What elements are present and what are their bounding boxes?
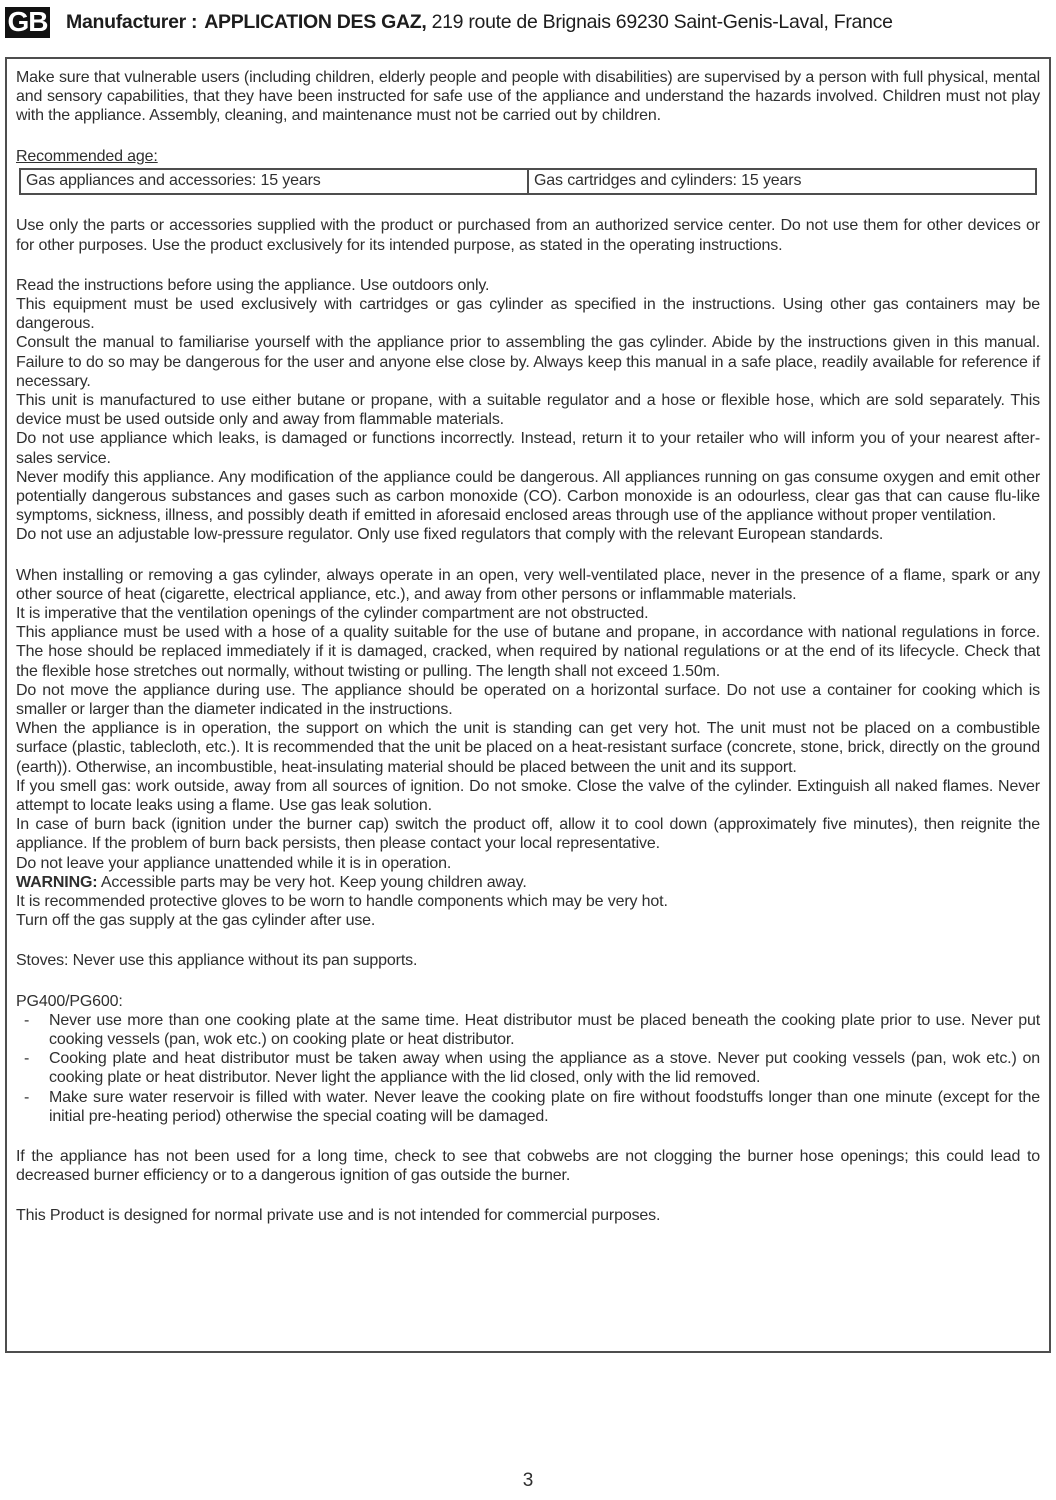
instruction-paragraph: This unit is manufactured to use either butane or propane, with a suitable regulator and a hose or flexible hose, which are sold separately. This device must be used outside only and away from flammable materials.	[16, 391, 1040, 429]
instruction-paragraph: Read the instructions before using the appliance. Use outdoors only.	[16, 276, 490, 294]
instruction-paragraph: This Product is designed for normal private use and is not intended for commercial purposes.	[16, 1207, 661, 1225]
paragraph-spacer	[16, 930, 1040, 951]
instruction-paragraph: Consult the manual to familiarise yourself with the appliance prior to assembling the gas cylinder. Abide by the instructions given in this manual. Failure to do so may be dangerous for the user and anyone else close by. Always keep this manual in a safe place, readily available for reference if necessary.	[16, 334, 1040, 390]
warning-label: WARNING:	[16, 873, 98, 891]
language-badge: GB	[5, 7, 50, 38]
bullet-dash: -	[24, 1050, 30, 1068]
instruction-paragraph: This equipment must be used exclusively with cartridges or gas cylinder as specified in the instructions. Using other gas containers may be dangerous.	[16, 295, 1040, 333]
bullet-item	[16, 1011, 1040, 1049]
manufacturer-name: APPLICATION DES GAZ,	[204, 10, 427, 33]
paragraph-spacer	[16, 255, 1040, 276]
page-header	[0, 0, 1056, 40]
instruction-paragraph: Make sure that vulnerable users (including children, elderly people and people with disabilities) are supervised by a person with full physical, mental and sensory capabilities, that they have been instructed for safe use of the appliance and understand the hazards involved. Children must not play with the appliance. Assembly, cleaning, and maintenance must not be carried out by children.	[16, 69, 1040, 125]
instruction-paragraph: Do not leave your appliance unattended while it is in operation.	[16, 854, 452, 872]
manufacturer-address: 219 route de Brignais 69230 Saint-Genis-Laval, France	[431, 10, 893, 33]
age-table-cell: Gas appliances and accessories: 15 years	[26, 171, 321, 189]
instruction-paragraph: Never modify this appliance. Any modification of the appliance could be dangerous. All appliances running on gas consume oxygen and emit other potentially dangerous substances and gases such as carbon monoxide (CO). Carbon monoxide is an odourless, clear gas that can cause flu-like symptoms, sickness, illness, and possibly death if emitted in aforesaid enclosed areas through use of the appliance without proper ventilation.	[16, 468, 1040, 525]
instruction-paragraph: If you smell gas: work outside, away from all sources of ignition. Do not smoke. Close the valve of the cylinder. Extinguish all naked flames. Never attempt to locate leaks using a flame. Use gas leak solution.	[16, 777, 1040, 814]
instruction-paragraph: If the appliance has not been used for a long time, check to see that cobwebs are not clogging the burner hose openings; this could lead to decreased burner efficiency or to a dangerous ignition of gas outside the burner.	[16, 1148, 1040, 1185]
safety-instructions-box	[5, 57, 1051, 1353]
bullet-dash: -	[24, 1011, 30, 1029]
bullet-item	[16, 1088, 1040, 1126]
instruction-paragraph: When installing or removing a gas cylinder, always operate in an open, very well-ventilated place, never in the presence of a flame, spark or any other source of heat (cigarette, electrical appliance, etc.), and away from other persons or inflammable materials.	[16, 566, 1040, 603]
instructions-content	[16, 68, 1040, 1226]
manufacturer-label: Manufacturer :	[66, 10, 198, 33]
instruction-paragraph: Do not use an adjustable low-pressure regulator. Only use fixed regulators that comply with the relevant European standards.	[16, 526, 884, 544]
paragraph-spacer	[16, 1126, 1040, 1147]
paragraph-spacer	[16, 126, 1040, 147]
age-table-cell: Gas cartridges and cylinders: 15 years	[527, 170, 1035, 194]
paragraph-spacer	[16, 545, 1040, 566]
instruction-paragraph: Stoves: Never use this appliance without its pan supports.	[16, 952, 418, 970]
instruction-paragraph: It is recommended protective gloves to be worn to handle components which may be very hot.	[16, 893, 668, 911]
instruction-paragraph: Do not move the appliance during use. The appliance should be operated on a horizontal surface. Do not use a container for cooking which is smaller or larger than the diameter indicated in the instructions.	[16, 681, 1040, 718]
instruction-paragraph: Turn off the gas supply at the gas cylinder after use.	[16, 912, 376, 930]
paragraph-spacer	[16, 1185, 1040, 1206]
bullet-text: Cooking plate and heat distributor must be taken away when using the appliance as a stove. Never put cooking vessels (pan, wok etc.) on cooking plate or heat distributor. Never light the appliance with the lid closed, only with the lid removed.	[49, 1050, 1040, 1087]
bullet-text: Make sure water reservoir is filled with water. Never leave the cooking plate on fire without foodstuffs longer than one minute (except for the initial pre-heating period) otherwise the special coating will be damaged.	[49, 1088, 1040, 1125]
bullet-item	[16, 1049, 1040, 1087]
instruction-paragraph: Use only the parts or accessories supplied with the product or purchased from an authorized service center. Do not use them for other devices or for other purposes. Use the product exclusively for its intended purpose, as stated in the operating instructions.	[16, 217, 1040, 254]
paragraph-spacer	[16, 195, 1040, 216]
instruction-paragraph: It is imperative that the ventilation openings of the cylinder compartment are not obstructed.	[16, 604, 649, 622]
model-heading: PG400/PG600:	[16, 992, 123, 1010]
manufacturer-line	[66, 11, 893, 34]
bullet-dash: -	[24, 1088, 30, 1106]
recommended-age-table	[19, 168, 1037, 196]
page-number: 3	[522, 1470, 534, 1491]
instruction-paragraph: This appliance must be used with a hose of a quality suitable for the use of butane and propane, in accordance with national regulations in force. The hose should be replaced immediately if it is damaged, cracked, when required by national regulations or at the end of its lifecycle. Check that the flexible hose stretches out normally, without twisting or pulling. The length shall not exceed 1.50m.	[16, 624, 1040, 680]
paragraph-spacer	[16, 971, 1040, 992]
recommended-age-heading: Recommended age:	[16, 147, 158, 165]
instruction-paragraph: Do not use appliance which leaks, is damaged or functions incorrectly. Instead, return it to your retailer who will inform you of your nearest after-sales service.	[16, 430, 1040, 467]
instruction-paragraph: When the appliance is in operation, the support on which the unit is standing can get very hot. The unit must not be placed on a combustible surface (plastic, tablecloth, etc.). It is recommended that the unit be placed on a heat-resistant surface (concrete, stone, brick, directly on the ground (earth)). Otherwise, an incombustible, heat-insulating material should be placed between the unit and its support.	[16, 720, 1040, 776]
instruction-paragraph: In case of burn back (ignition under the burner cap) switch the product off, allow it to cool down (approximately five minutes), then reignite the appliance. If the problem of burn back persists, then please contact your local representative.	[16, 816, 1040, 853]
bullet-text: Never use more than one cooking plate at the same time. Heat distributor must be placed beneath the cooking plate prior to use. Never put cooking vessels (pan, wok etc.) on cooking plate or heat distributor.	[49, 1011, 1040, 1049]
warning-paragraph: WARNING: Accessible parts may be very hot. Keep young children away.	[16, 873, 527, 891]
